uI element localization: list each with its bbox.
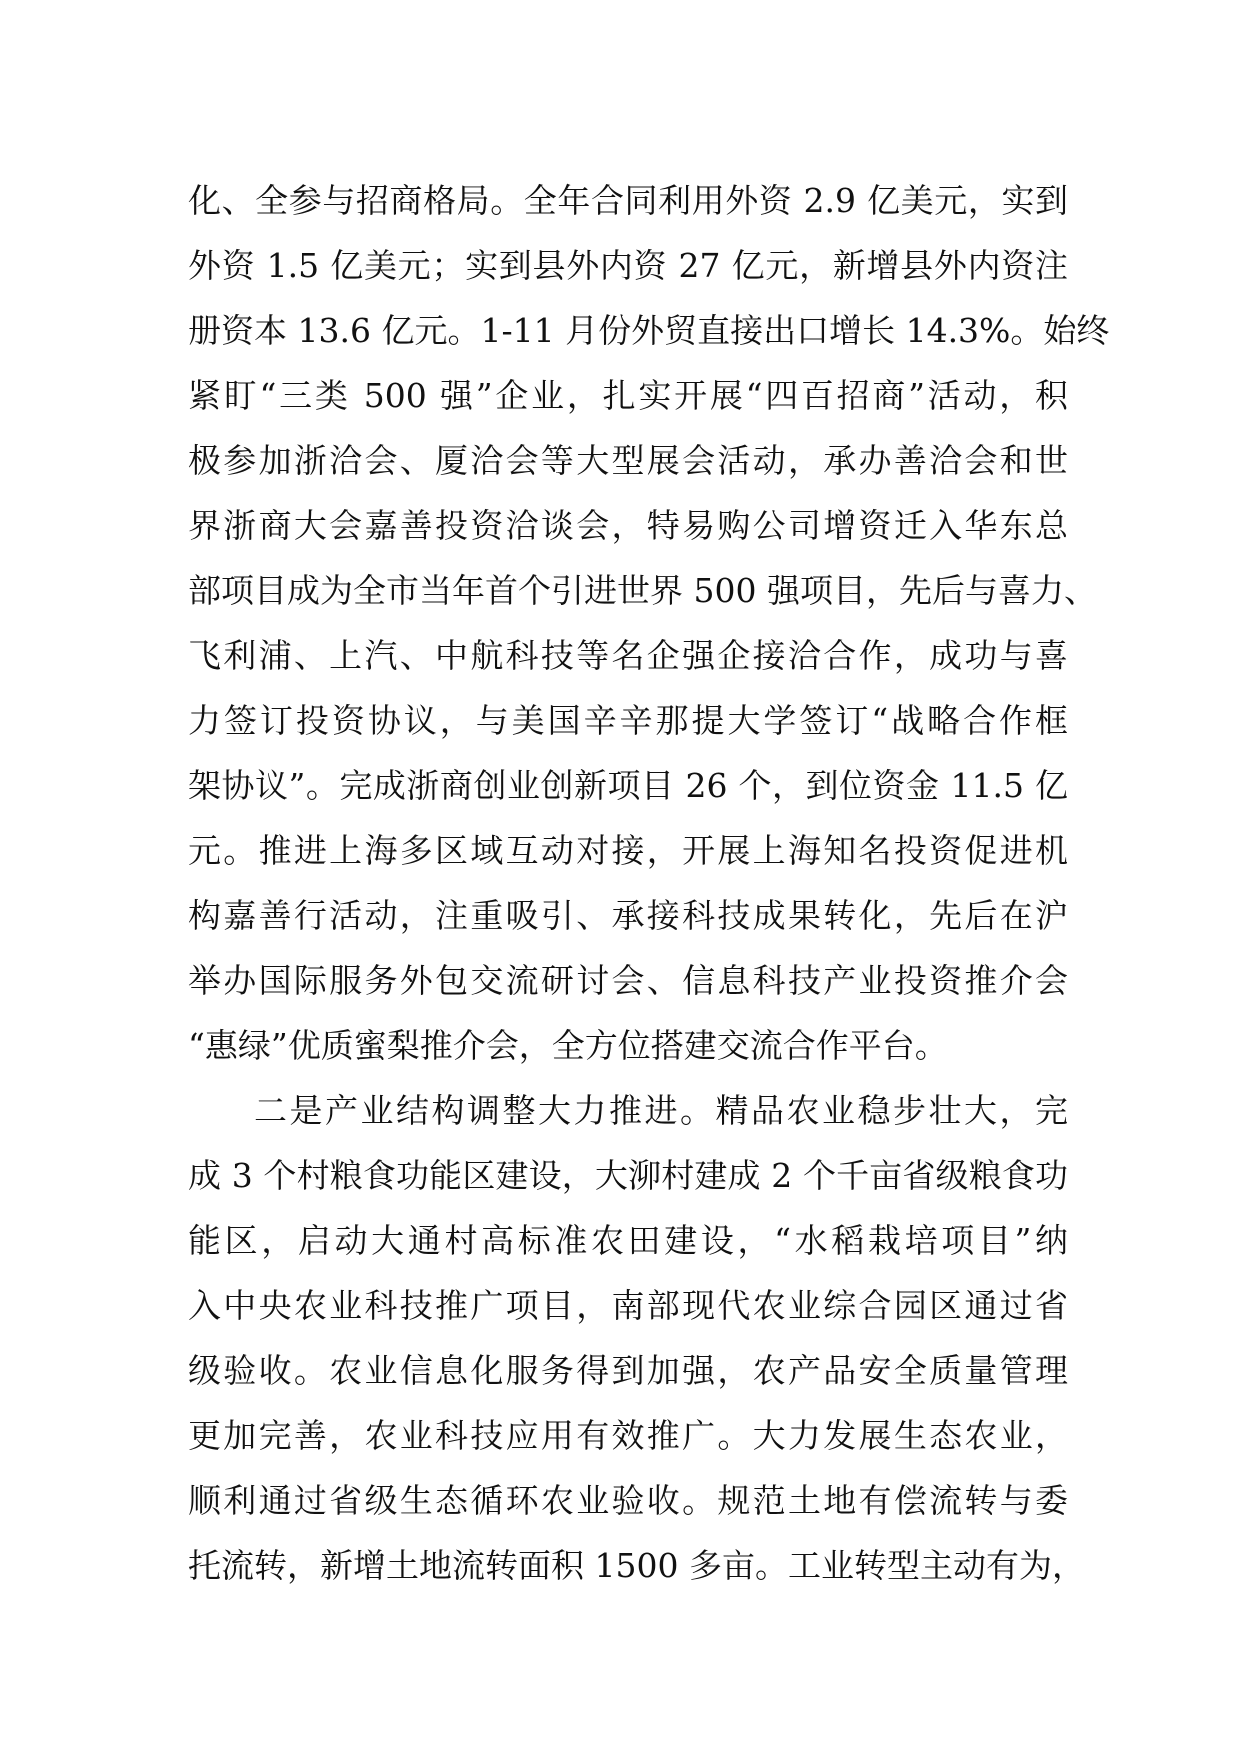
body-text (188, 168, 1110, 1598)
text-line: 外资 1.5 亿美元；实到县外内资 27 亿元，新增县外内资注 (188, 246, 1068, 285)
text-line: 架协议”。完成浙商创业创新项目 26 个，到位资金 11.5 亿 (188, 766, 1068, 805)
text-line: 飞利浦、上汽、中航科技等名企强企接洽合作，成功与喜 (188, 636, 1068, 675)
text-line: 托流转，新增土地流转面积 1500 多亩。工业转型主动有为， (188, 1546, 1085, 1585)
text-line: 元。推进上海多区域互动对接，开展上海知名投资促进机 (188, 831, 1068, 870)
text-line: 顺利通过省级生态循环农业验收。规范土地有偿流转与委 (188, 1481, 1068, 1520)
text-line: 力签订投资协议，与美国辛辛那提大学签订“战略合作框 (188, 701, 1068, 740)
text-line: 更加完善，农业科技应用有效推广。大力发展生态农业， (188, 1416, 1068, 1455)
text-line: 册资本 13.6 亿元。1-11 月份外贸直接出口增长 14.3%。始终 (188, 311, 1110, 350)
text-line: 部项目成为全市当年首个引进世界 500 强项目，先后与喜力、 (188, 571, 1097, 610)
paragraph-end-line: “惠绿”优质蜜梨推介会，全方位搭建交流合作平台。 (188, 1026, 948, 1065)
text-line: 级验收。农业信息化服务得到加强，农产品安全质量管理 (188, 1351, 1068, 1390)
paragraph-start-line: 二是产业结构调整大力推进。精品农业稳步壮大，完 (254, 1091, 1068, 1130)
text-line: 能区，启动大通村高标准农田建设，“水稻栽培项目”纳 (188, 1221, 1068, 1260)
text-line: 界浙商大会嘉善投资洽谈会，特易购公司增资迁入华东总 (188, 506, 1068, 545)
text-line: 构嘉善行活动，注重吸引、承接科技成果转化，先后在沪 (188, 896, 1068, 935)
text-line: 举办国际服务外包交流研讨会、信息科技产业投资推介会 (188, 961, 1068, 1000)
text-line: 入中央农业科技推广项目，南部现代农业综合园区通过省 (188, 1286, 1068, 1325)
text-line: 极参加浙洽会、厦洽会等大型展会活动，承办善洽会和世 (188, 441, 1068, 480)
text-line: 紧盯“三类 500 强”企业，扎实开展“四百招商”活动，积 (188, 376, 1068, 415)
text-line: 化、全参与招商格局。全年合同利用外资 2.9 亿美元，实到 (188, 181, 1068, 220)
text-line: 成 3 个村粮食功能区建设，大泖村建成 2 个千亩省级粮食功 (188, 1156, 1068, 1195)
